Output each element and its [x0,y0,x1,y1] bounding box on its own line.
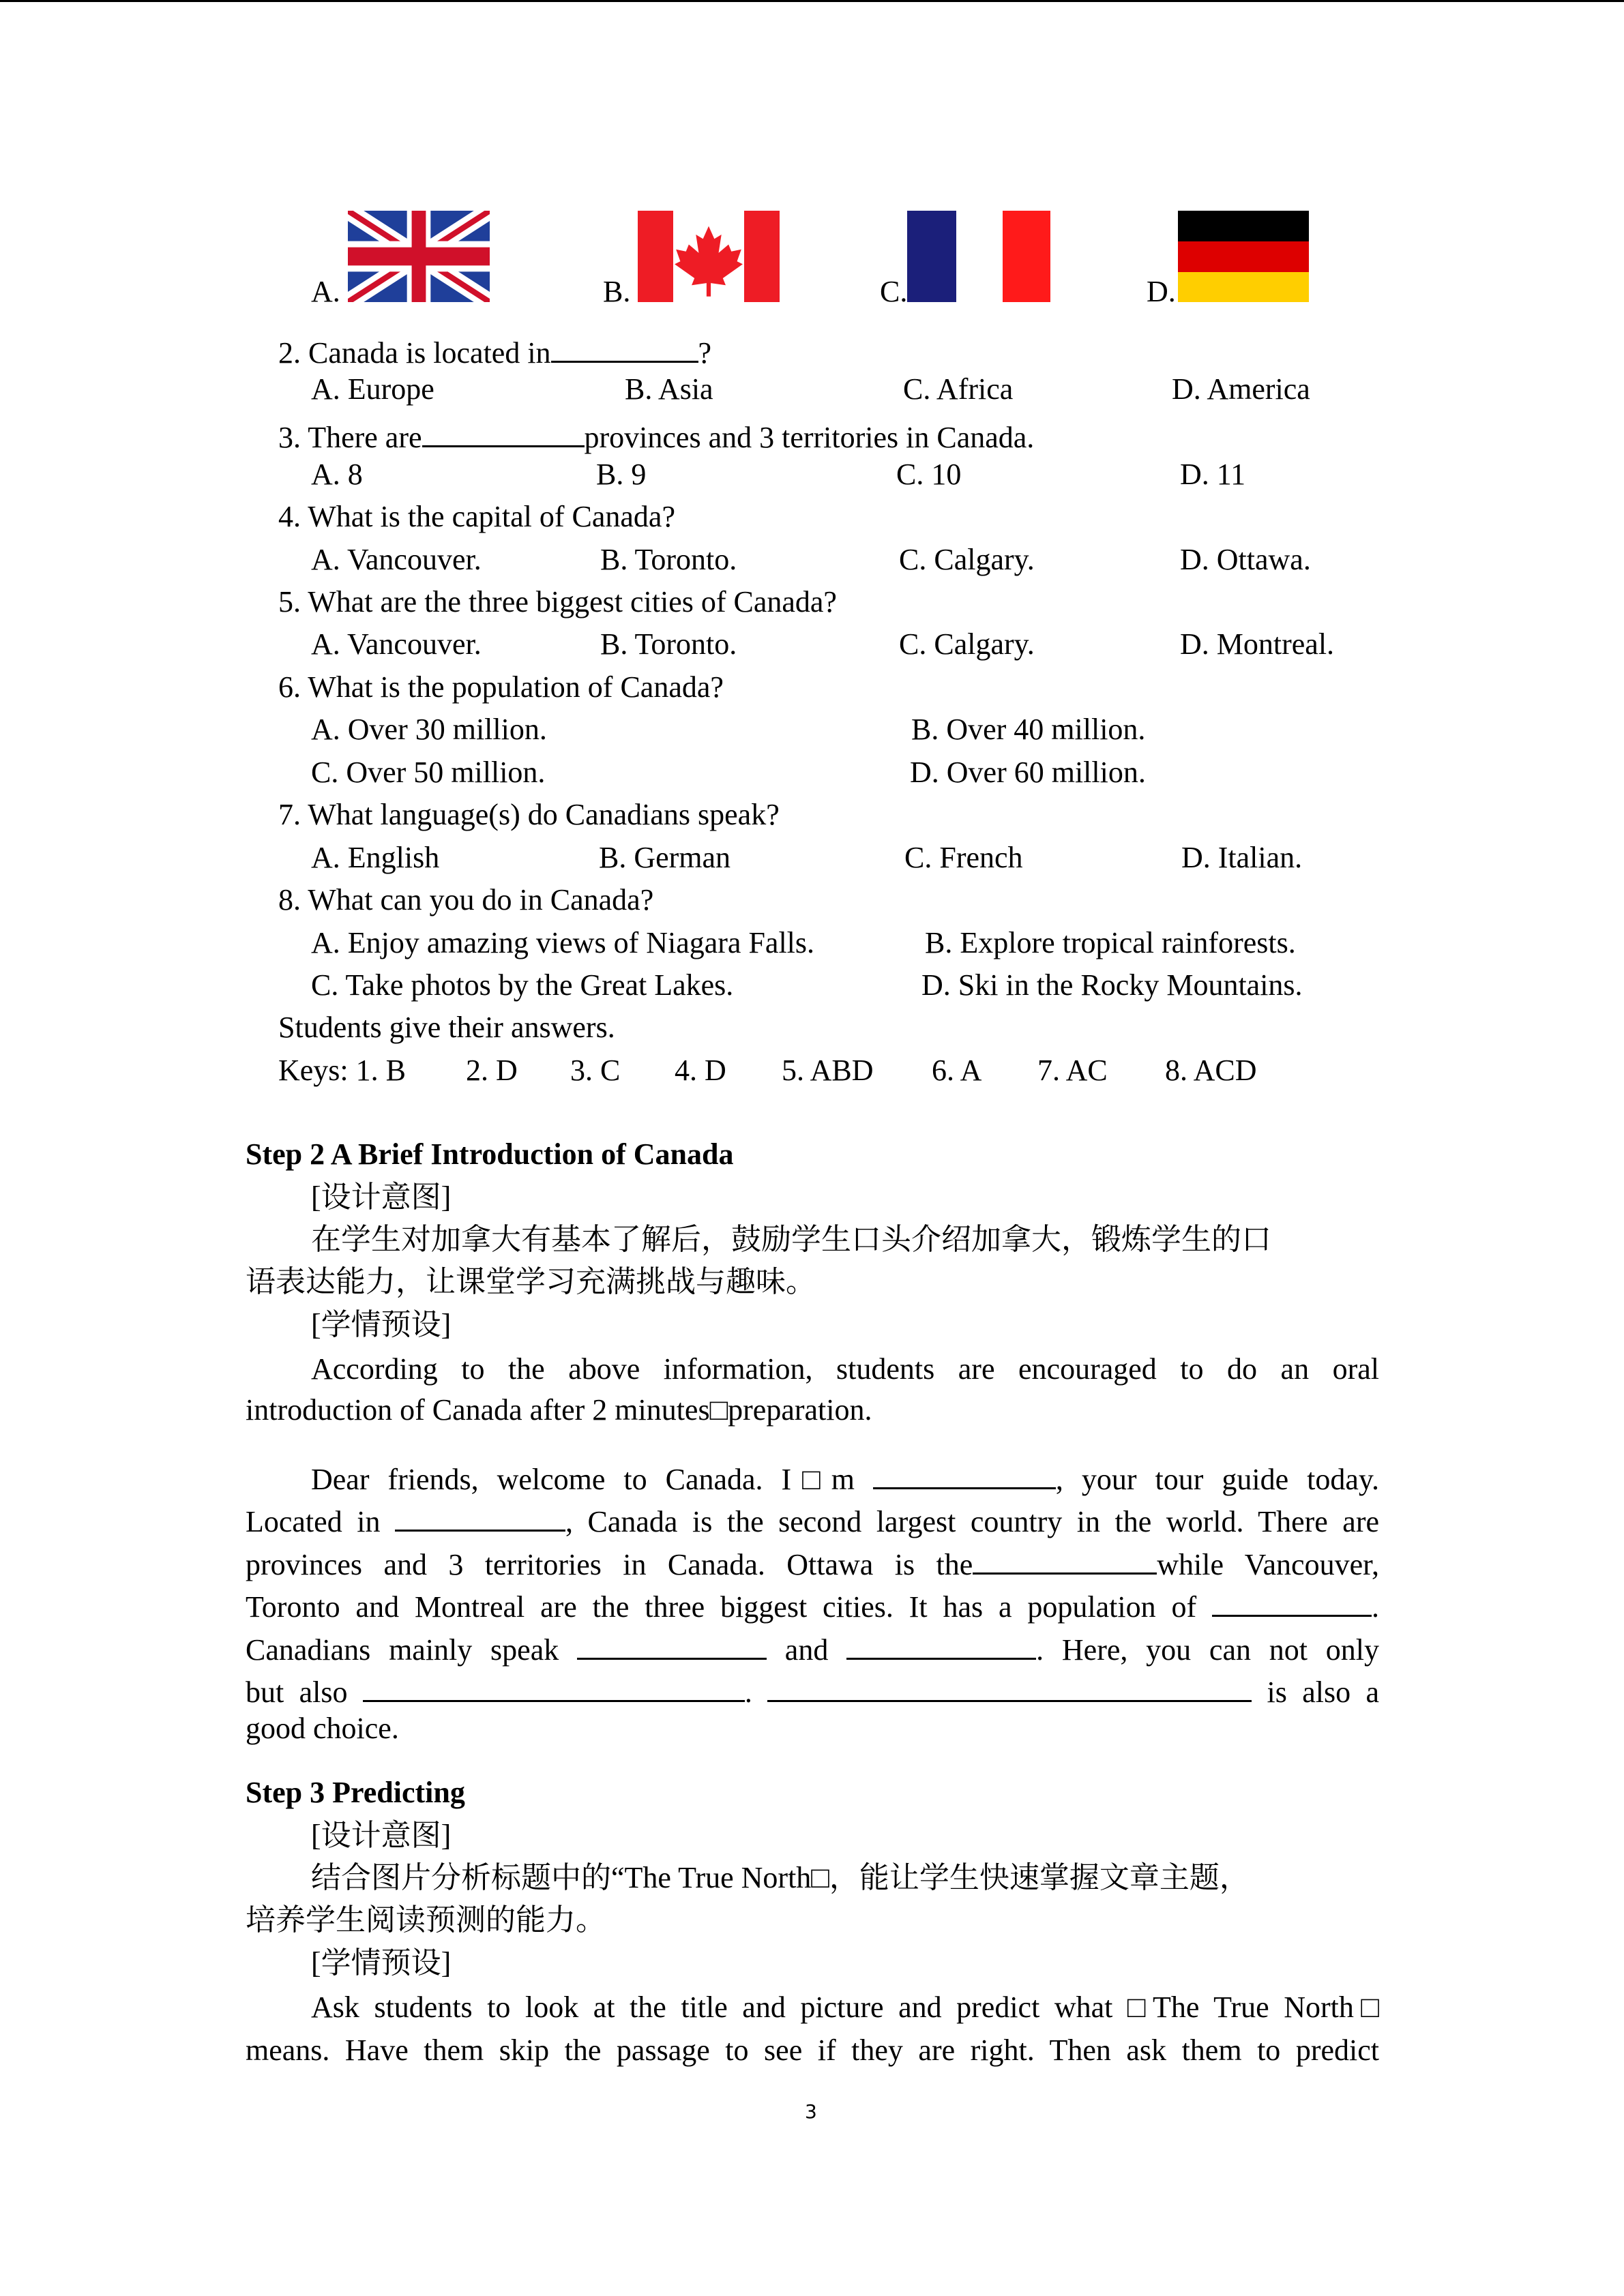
step3-preset-label: [学情预设] [311,1946,452,1980]
germany-flag-icon [1178,211,1309,302]
tour-guide-paragraph-line: Located in , Canada is the second largest country in the world. There are [246,1497,1379,1544]
answer-key: 8. ACD [1165,1054,1257,1087]
canada-flag-icon [638,211,780,302]
step3-design-intent-text: 培养学生阅读预测的能力。 [246,1903,606,1937]
q1-option-c-label: C. [880,275,908,308]
q8-option-a: A. Enjoy amazing views of Niagara Falls. [311,926,815,959]
uk-flag-icon [348,211,490,302]
tour-guide-paragraph-line: but also . is also a [246,1667,1379,1714]
q8-question: 8. What can you do in Canada? [278,883,654,916]
q1-option-b-label: B. [603,275,631,308]
tour-guide-paragraph-line: Dear friends, welcome to Canada. I□m , your tour guide today. [311,1455,1379,1502]
q3-option-d: D. 11 [1180,458,1246,491]
step3-design-intent-text: 结合图片分析标题中的“The True North□，能让学生快速掌握文章主题， [311,1861,1250,1894]
q6-option-a: A. Over 30 million. [311,713,547,746]
q2-option-d: D. America [1172,372,1310,406]
q5-option-a: A. Vancouver. [311,627,482,661]
q4-option-d: D. Ottawa. [1180,543,1311,576]
q4-option-a: A. Vancouver. [311,543,482,576]
q8-option-b: B. Explore tropical rainforests. [925,926,1296,959]
tour-guide-paragraph-line: Toronto and Montreal are the three biggest cities. It has a population of . [246,1582,1379,1629]
q4-option-b: B. Toronto. [600,543,737,576]
step2-preset-text: introduction of Canada after 2 minutes□preparation. [246,1393,872,1427]
q8-option-c: C. Take photos by the Great Lakes. [311,968,734,1002]
step3-heading: Step 3 Predicting [246,1776,465,1809]
step2-heading: Step 2 A Brief Introduction of Canada [246,1137,734,1171]
step2-design-intent-label: [设计意图] [311,1180,452,1214]
q7-question: 7. What language(s) do Canadians speak? [278,798,780,831]
q6-option-b: B. Over 40 million. [911,713,1146,746]
q7-option-a: A. English [311,841,440,874]
q1-option-d-label: D. [1147,275,1176,308]
q3-option-a: A. 8 [311,458,363,491]
q3-option-c: C. 10 [896,458,962,491]
q3-question: 3. There are provinces and 3 territories in Canada. [278,413,1034,457]
answer-key: 2. D [466,1054,518,1087]
step2-preset-label: [学情预设] [311,1308,452,1341]
q5-option-b: B. Toronto. [600,627,737,661]
q2-question: 2. Canada is located in ? [278,328,711,372]
step2-preset-text: According to the above information, students are encouraged to do an oral [311,1352,1379,1386]
q7-option-d: D. Italian. [1181,841,1303,874]
step3-design-intent-label: [设计意图] [311,1819,452,1852]
tour-guide-paragraph-line: good choice. [246,1712,399,1745]
q8-option-d: D. Ski in the Rocky Mountains. [921,968,1303,1002]
answer-key: 3. C [570,1054,621,1087]
step2-design-intent-text: 在学生对加拿大有基本了解后，鼓励学生口头介绍加拿大，锻炼学生的口 [311,1223,1271,1256]
q5-option-c: C. Calgary. [899,627,1035,661]
page-number: 3 [805,2100,817,2123]
step3-preset-text: means. Have them skip the passage to see if they are right. Then ask them to predict [246,2033,1379,2067]
answer-key: 7. AC [1037,1054,1108,1087]
answer-key: 5. ABD [782,1054,874,1087]
q5-option-d: D. Montreal. [1180,627,1335,661]
top-border-line [0,0,1624,2]
tour-guide-paragraph-line: Canadians mainly speak and . Here, you can not only [246,1625,1379,1672]
france-flag-icon [907,211,1050,302]
q7-option-c: C. French [904,841,1023,874]
q6-option-c: C. Over 50 million. [311,756,546,789]
q2-option-a: A. Europe [311,372,434,406]
step3-preset-text: Ask students to look at the title and picture and predict what □The True North□ [311,1991,1379,2024]
q3-option-b: B. 9 [596,458,647,491]
q2-option-c: C. Africa [903,372,1014,406]
tour-guide-paragraph-line: provinces and 3 territories in Canada. Ottawa is the while Vancouver, [246,1540,1379,1587]
q6-question: 6. What is the population of Canada? [278,670,724,704]
q1-option-a-label: A. [311,275,340,308]
q5-question: 5. What are the three biggest cities of Canada? [278,585,837,618]
answer-key: 6. A [932,1054,982,1087]
students-answers-text: Students give their answers. [278,1011,615,1044]
answer-key: Keys: 1. B [278,1054,406,1087]
q4-option-c: C. Calgary. [899,543,1035,576]
q6-option-d: D. Over 60 million. [910,756,1146,789]
answer-key: 4. D [675,1054,726,1087]
q7-option-b: B. German [599,841,731,874]
step2-design-intent-text: 语表达能力，让课堂学习充满挑战与趣味。 [246,1265,816,1298]
q4-question: 4. What is the capital of Canada? [278,500,675,533]
q2-option-b: B. Asia [625,372,713,406]
